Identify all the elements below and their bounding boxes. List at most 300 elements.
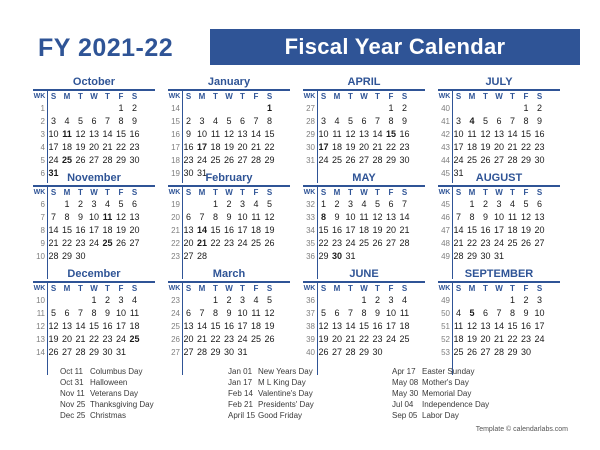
day-cell: 26 <box>318 347 329 357</box>
day-cell: 5 <box>482 116 488 126</box>
day-cell: 26 <box>520 238 531 248</box>
day-cell: 15 <box>385 129 396 139</box>
weekday-header: T <box>213 92 218 101</box>
weekday-header: T <box>105 92 110 101</box>
weekday-header: S <box>320 284 327 293</box>
day-cell: 4 <box>401 295 407 305</box>
weekday-header: F <box>388 188 394 197</box>
week-number: 27 <box>306 104 315 113</box>
weekday-header: T <box>510 92 515 101</box>
day-cell: 11 <box>251 212 261 222</box>
month-june <box>303 268 425 378</box>
day-cell: 24 <box>318 155 329 165</box>
month-name: February <box>205 172 253 184</box>
week-number: 3 <box>40 130 45 139</box>
weekday-header: F <box>523 188 529 197</box>
holiday-item: May 08 Mother's Day <box>392 378 469 387</box>
weekday-header: W <box>90 188 98 197</box>
day-cell: 3 <box>388 295 394 305</box>
weekday-header: M <box>468 284 476 293</box>
weekday-header: M <box>63 188 71 197</box>
day-cell: 27 <box>183 347 194 357</box>
day-cell: 22 <box>210 334 221 344</box>
day-cell: 23 <box>331 238 342 248</box>
day-cell: 30 <box>223 347 234 357</box>
day-cell: 30 <box>129 155 140 165</box>
weekday-header: M <box>198 188 206 197</box>
day-cell: 25 <box>331 155 342 165</box>
day-cell: 1 <box>64 199 70 209</box>
day-cell: 23 <box>372 334 383 344</box>
day-cell: 12 <box>480 129 491 139</box>
day-cell: 27 <box>129 238 140 248</box>
day-cell: 10 <box>534 308 545 318</box>
weekday-header: T <box>483 188 488 197</box>
day-cell: 3 <box>320 116 326 126</box>
day-cell: 8 <box>523 116 529 126</box>
day-cell: 23 <box>223 334 234 344</box>
day-cell: 16 <box>102 321 113 331</box>
day-cell: 26 <box>223 155 234 165</box>
day-cell: 1 <box>523 103 529 113</box>
day-cell: 19 <box>520 225 531 235</box>
weekday-header: S <box>185 92 192 101</box>
day-cell: 18 <box>250 321 261 331</box>
month-name: November <box>67 172 121 184</box>
day-cell: 10 <box>237 308 248 318</box>
weekday-header: T <box>510 284 515 293</box>
weekday-header: S <box>401 284 408 293</box>
month-may <box>303 172 425 282</box>
day-cell: 21 <box>372 142 383 152</box>
day-cell: 16 <box>331 225 342 235</box>
day-cell: 26 <box>75 155 86 165</box>
day-cell: 7 <box>347 308 353 318</box>
day-cell: 9 <box>185 129 191 139</box>
day-cell: 26 <box>115 238 126 248</box>
day-cell: 26 <box>264 238 275 248</box>
day-cell: 3 <box>455 116 461 126</box>
weekday-header: M <box>63 92 71 101</box>
month-name: January <box>207 76 251 88</box>
day-cell: 13 <box>480 321 491 331</box>
week-number: 1 <box>40 104 45 113</box>
weekday-header: F <box>388 92 394 101</box>
weekday-header: M <box>198 284 206 293</box>
day-cell: 5 <box>320 308 326 318</box>
week-number: 6 <box>40 200 45 209</box>
day-cell: 25 <box>250 334 261 344</box>
day-cell: 28 <box>75 347 86 357</box>
week-number: 41 <box>441 117 450 126</box>
weekday-header: S <box>266 284 273 293</box>
day-cell: 20 <box>493 142 504 152</box>
day-cell: 9 <box>131 116 137 126</box>
day-cell: 2 <box>482 199 488 209</box>
day-cell: 17 <box>493 225 504 235</box>
day-cell: 25 <box>250 238 261 248</box>
day-cell: 15 <box>264 129 275 139</box>
week-header: WK <box>438 93 451 100</box>
holiday-item: Oct 11 Columbus Day <box>60 367 143 376</box>
month-november <box>33 172 155 282</box>
day-cell: 25 <box>453 347 464 357</box>
day-cell: 10 <box>385 308 396 318</box>
day-cell: 28 <box>453 251 464 261</box>
day-cell: 6 <box>496 116 502 126</box>
day-cell: 24 <box>196 155 207 165</box>
day-cell: 18 <box>210 142 221 152</box>
day-cell: 10 <box>48 129 59 139</box>
weekday-header: W <box>225 188 233 197</box>
weekday-header: M <box>468 92 476 101</box>
week-number: 39 <box>306 335 315 344</box>
week-number: 45 <box>441 169 450 178</box>
day-cell: 29 <box>210 347 221 357</box>
day-cell: 5 <box>347 116 353 126</box>
day-cell: 24 <box>385 334 396 344</box>
holiday-item: Apr 17 Easter Sunday <box>392 367 475 376</box>
weekday-header: S <box>185 188 192 197</box>
weekday-header: W <box>495 284 503 293</box>
day-cell: 9 <box>482 212 488 222</box>
weekday-header: T <box>240 188 245 197</box>
day-cell: 9 <box>536 116 542 126</box>
day-cell: 7 <box>253 116 259 126</box>
day-cell: 31 <box>115 347 126 357</box>
day-cell: 12 <box>318 321 329 331</box>
week-number: 40 <box>306 348 315 357</box>
weekday-header: M <box>333 188 341 197</box>
month-january <box>168 76 290 186</box>
day-cell: 6 <box>239 116 245 126</box>
day-cell: 1 <box>388 103 394 113</box>
week-header: WK <box>168 189 181 196</box>
day-cell: 25 <box>61 155 72 165</box>
day-cell: 23 <box>520 334 531 344</box>
day-cell: 28 <box>507 155 518 165</box>
day-cell: 14 <box>345 321 356 331</box>
day-cell: 26 <box>48 347 59 357</box>
day-cell: 4 <box>334 116 340 126</box>
month-name: JUNE <box>349 268 379 280</box>
day-cell: 8 <box>361 308 367 318</box>
day-cell: 18 <box>102 225 113 235</box>
day-cell: 28 <box>196 347 207 357</box>
weekday-header: W <box>90 284 98 293</box>
day-cell: 7 <box>104 116 110 126</box>
week-number: 21 <box>171 226 180 235</box>
day-cell: 17 <box>237 321 248 331</box>
day-cell: 6 <box>361 116 367 126</box>
day-cell: 8 <box>469 212 475 222</box>
week-number: 52 <box>441 335 450 344</box>
weekday-header: M <box>333 284 341 293</box>
day-cell: 12 <box>520 212 531 222</box>
day-cell: 21 <box>453 238 464 248</box>
day-cell: 30 <box>372 347 383 357</box>
weekday-header: T <box>78 284 83 293</box>
month-august <box>438 172 560 282</box>
day-cell: 16 <box>399 129 410 139</box>
day-cell: 23 <box>75 238 86 248</box>
weekday-header: M <box>63 284 71 293</box>
weekday-header: S <box>320 92 327 101</box>
weekday-header: T <box>105 188 110 197</box>
day-cell: 28 <box>250 155 261 165</box>
day-cell: 13 <box>237 129 248 139</box>
holiday-item: Jan 17 M L King Day <box>228 378 306 387</box>
day-cell: 7 <box>496 308 502 318</box>
day-cell: 14 <box>196 321 207 331</box>
holiday-item: Jan 01 New Years Day <box>228 367 313 376</box>
day-cell: 8 <box>64 212 70 222</box>
day-cell: 5 <box>50 308 56 318</box>
day-cell: 10 <box>318 129 329 139</box>
week-number: 23 <box>171 296 180 305</box>
week-number: 45 <box>441 200 450 209</box>
day-cell: 1 <box>509 295 515 305</box>
day-cell: 20 <box>88 142 99 152</box>
day-cell: 11 <box>332 129 342 139</box>
day-cell: 20 <box>183 334 194 344</box>
day-cell: 31 <box>48 168 59 178</box>
day-cell: 28 <box>102 155 113 165</box>
holiday-item: Dec 25 Christmas <box>60 411 127 420</box>
day-cell: 30 <box>520 347 531 357</box>
day-cell: 18 <box>453 334 464 344</box>
day-cell: 16 <box>183 142 194 152</box>
day-cell: 21 <box>345 334 356 344</box>
week-header: WK <box>303 285 316 292</box>
week-number: 4 <box>40 143 45 152</box>
day-cell: 2 <box>334 199 340 209</box>
month-name: October <box>72 76 116 88</box>
weekday-header: T <box>240 284 245 293</box>
day-cell: 10 <box>453 129 464 139</box>
day-cell: 1 <box>91 295 97 305</box>
day-cell: 19 <box>75 142 86 152</box>
day-cell: 3 <box>239 199 245 209</box>
weekday-header: S <box>266 188 273 197</box>
day-cell: 13 <box>385 212 396 222</box>
day-cell: 3 <box>496 199 502 209</box>
day-cell: 20 <box>534 225 545 235</box>
day-cell: 17 <box>115 321 126 331</box>
day-cell: 27 <box>88 155 99 165</box>
week-header: WK <box>33 93 46 100</box>
day-cell: 15 <box>210 225 221 235</box>
day-cell: 8 <box>320 212 326 222</box>
week-number: 28 <box>306 117 315 126</box>
day-cell: 2 <box>401 103 407 113</box>
holiday-column-2 <box>228 366 314 421</box>
day-cell: 30 <box>534 155 545 165</box>
week-number: 19 <box>171 169 180 178</box>
day-cell: 7 <box>50 212 56 222</box>
day-cell: 25 <box>466 155 477 165</box>
day-cell: 6 <box>185 308 191 318</box>
day-cell: 18 <box>61 142 72 152</box>
day-cell: 28 <box>493 347 504 357</box>
day-cell: 29 <box>385 155 396 165</box>
week-number: 10 <box>36 252 45 261</box>
day-cell: 18 <box>331 142 342 152</box>
weekday-header: W <box>495 92 503 101</box>
day-cell: 1 <box>118 103 124 113</box>
weekday-header: T <box>78 188 83 197</box>
week-number: 36 <box>306 296 315 305</box>
month-july <box>438 76 560 186</box>
day-cell: 26 <box>372 238 383 248</box>
week-number: 22 <box>171 239 180 248</box>
day-cell: 22 <box>520 142 531 152</box>
day-cell: 13 <box>331 321 342 331</box>
day-cell: 16 <box>480 225 491 235</box>
week-number: 53 <box>441 348 450 357</box>
weekday-header: T <box>105 284 110 293</box>
day-cell: 6 <box>185 212 191 222</box>
day-cell: 19 <box>264 225 275 235</box>
day-cell: 2 <box>131 103 137 113</box>
week-number: 2 <box>40 117 45 126</box>
holiday-column-1 <box>60 366 154 421</box>
day-cell: 24 <box>237 334 248 344</box>
day-cell: 15 <box>466 225 477 235</box>
weekday-header: S <box>320 188 327 197</box>
weekday-header: T <box>375 188 380 197</box>
weekday-header: W <box>360 188 368 197</box>
weekday-header: F <box>118 284 124 293</box>
day-cell: 3 <box>536 295 542 305</box>
day-cell: 26 <box>345 155 356 165</box>
day-cell: 7 <box>401 199 407 209</box>
day-cell: 26 <box>480 155 491 165</box>
day-cell: 17 <box>318 142 329 152</box>
weekday-header: T <box>348 284 353 293</box>
weekday-header: S <box>401 188 408 197</box>
week-number: 32 <box>306 200 315 209</box>
day-cell: 11 <box>399 308 410 318</box>
weekday-header: F <box>253 92 259 101</box>
week-number: 9 <box>40 239 45 248</box>
day-cell: 21 <box>250 142 261 152</box>
day-cell: 5 <box>77 116 83 126</box>
day-cell: 4 <box>509 199 515 209</box>
day-cell: 6 <box>482 308 488 318</box>
day-cell: 1 <box>212 199 218 209</box>
day-cell: 2 <box>226 199 232 209</box>
day-cell: 24 <box>237 238 248 248</box>
holiday-item: May 30 Memorial Day <box>392 389 472 398</box>
day-cell: 29 <box>318 251 329 261</box>
day-cell: 14 <box>372 129 383 139</box>
weekday-header: T <box>375 92 380 101</box>
day-cell: 23 <box>102 334 113 344</box>
day-cell: 7 <box>455 212 461 222</box>
month-april <box>303 76 425 186</box>
week-number: 18 <box>171 156 180 165</box>
day-cell: 6 <box>334 308 340 318</box>
day-cell: 5 <box>374 199 380 209</box>
day-cell: 23 <box>534 142 545 152</box>
weekday-header: S <box>131 188 138 197</box>
day-cell: 10 <box>115 308 126 318</box>
week-number: 13 <box>36 335 45 344</box>
day-cell: 3 <box>199 116 205 126</box>
day-cell: 24 <box>88 238 99 248</box>
day-cell: 4 <box>64 116 70 126</box>
day-cell: 31 <box>453 168 464 178</box>
day-cell: 21 <box>196 334 207 344</box>
day-cell: 8 <box>266 116 272 126</box>
day-cell: 30 <box>102 347 113 357</box>
day-cell: 29 <box>264 155 275 165</box>
week-number: 34 <box>306 226 315 235</box>
day-cell: 11 <box>62 129 72 139</box>
day-cell: 12 <box>466 321 477 331</box>
week-header: WK <box>33 189 46 196</box>
day-cell: 20 <box>358 142 369 152</box>
day-cell: 13 <box>61 321 72 331</box>
day-cell: 9 <box>226 212 232 222</box>
day-cell: 31 <box>237 347 248 357</box>
day-cell: 30 <box>480 251 491 261</box>
day-cell: 4 <box>212 116 218 126</box>
day-cell: 2 <box>104 295 110 305</box>
day-cell: 5 <box>266 295 272 305</box>
day-cell: 13 <box>183 225 194 235</box>
week-number: 20 <box>171 213 180 222</box>
month-name: SEPTEMBER <box>464 268 534 280</box>
weekday-header: S <box>455 92 462 101</box>
day-cell: 4 <box>455 308 461 318</box>
day-cell: 8 <box>212 212 218 222</box>
day-cell: 23 <box>223 238 234 248</box>
day-cell: 5 <box>523 199 529 209</box>
day-cell: 16 <box>372 321 383 331</box>
weekday-header: F <box>523 284 529 293</box>
month-name: March <box>212 268 246 280</box>
day-cell: 7 <box>199 212 205 222</box>
week-number: 30 <box>306 143 315 152</box>
day-cell: 10 <box>196 129 207 139</box>
day-cell: 19 <box>318 334 329 344</box>
day-cell: 29 <box>88 347 99 357</box>
month-march <box>168 268 290 378</box>
week-number: 33 <box>306 213 315 222</box>
day-cell: 22 <box>385 142 396 152</box>
day-cell: 12 <box>264 308 275 318</box>
day-cell: 13 <box>534 212 545 222</box>
day-cell: 26 <box>264 334 275 344</box>
week-number: 43 <box>441 143 450 152</box>
day-cell: 11 <box>129 308 140 318</box>
day-cell: 6 <box>536 199 542 209</box>
month-september <box>438 268 560 378</box>
week-number: 44 <box>441 156 450 165</box>
weekday-header: S <box>455 188 462 197</box>
day-cell: 29 <box>466 251 477 261</box>
day-cell: 15 <box>115 129 126 139</box>
day-cell: 11 <box>359 212 369 222</box>
weekday-header: W <box>225 92 233 101</box>
day-cell: 27 <box>61 347 72 357</box>
day-cell: 19 <box>115 225 126 235</box>
day-cell: 17 <box>534 321 545 331</box>
day-cell: 16 <box>75 225 86 235</box>
weekday-header: S <box>536 284 543 293</box>
